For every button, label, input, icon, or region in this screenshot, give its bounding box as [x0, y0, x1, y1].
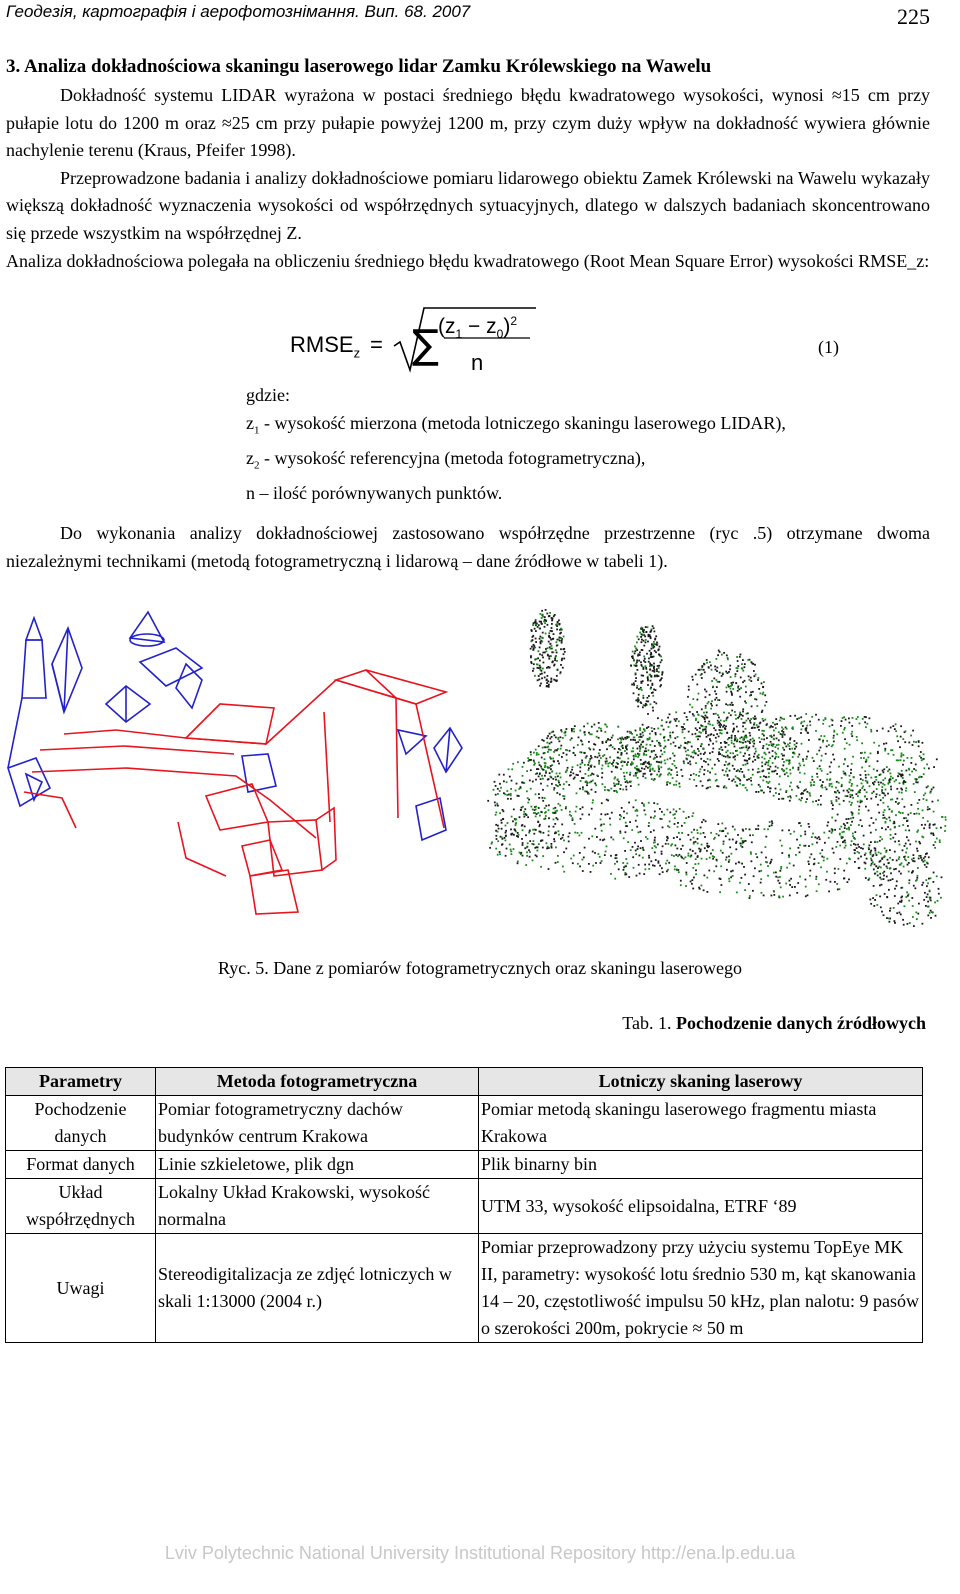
header-parameters: Parametry [6, 1068, 156, 1096]
paragraph-rmse: Analiza dokładnościowa polegała na obliczeniu średniego błędu kwadratowego (Root Mean Square Error) wysokości RMSE_z: [6, 250, 930, 271]
equation-number: (1) [818, 337, 839, 357]
wireframe-model [8, 612, 462, 914]
table-row [6, 1179, 923, 1234]
section-title: 3. Analiza dokładnościowa skaningu laserowego lidar Zamku Królewskiego na Wawelu [6, 56, 712, 77]
cell-photogrammetry: Stereodigitalizacja ze zdjęć lotniczych w skali 1:13000 (2004 r.) [156, 1234, 479, 1343]
definition-z2: $z_2$ - wysokość referencyjna (metoda fotogrametryczna), [246, 447, 646, 472]
cell-laser: Pomiar przeprowadzony przy użyciu systemu TopEye MK II, parametry: wysokość lotu średnio 530 m, kąt skanowania 14 – 20, częstotliwość impulsu 50 kHz, plan nalotu: 9 pasów o szerokości 200m, pokrycie ≈ 50 m [479, 1234, 923, 1343]
formula-denominator: n [471, 350, 484, 375]
paragraph-lidar-accuracy: Dokładność systemu LIDAR wyrażona w postaci średniego błędu kwadratowego wysokości, wynosi ≈15 cm przy pułapie lotu do 1200 m oraz ≈25 cm przy pułapie powyżej 1200 m, przy czym duży wpływ na dokładność wywiera głównie nachylenie terenu (Kraus, Pfeifer 1998). [6, 85, 930, 161]
table-row [6, 1096, 923, 1151]
table-header-row [6, 1068, 923, 1096]
table-row [6, 1151, 923, 1179]
symbol-definitions [246, 382, 786, 508]
formula-numerator: $(z_1 - z_0)^2$ [438, 314, 517, 342]
cell-parameter: Uwagi [6, 1234, 156, 1343]
cell-parameter: Układ współrzędnych [6, 1179, 156, 1234]
journal-title: Геодезія, картографія і аерофотознімання. Вип. 68. 2007 [6, 2, 471, 21]
cell-laser: Pomiar metodą skaningu laserowego fragmentu miasta Krakowa [479, 1096, 923, 1151]
paragraph-research: Przeprowadzone badania i analizy dokładnościowe pomiaru lidarowego obiektu Zamek Królewski na Wawelu wykazały większą dokładność wyznaczenia wysokości od współrzędnych sytuacyjnych, dlatego w dalszych badaniach skoncentrowano się przede wszystkim na współrzędnej Z. [6, 167, 930, 243]
cell-laser: UTM 33, wysokość elipsoidalna, ETRF ‘89 [479, 1179, 923, 1234]
data-sources-text [6, 520, 930, 575]
formula-equals: = [370, 332, 383, 357]
definition-z1: $z_1$ - wysokość mierzona (metoda lotniczego skaningu laserowego LIDAR), [246, 412, 786, 437]
paragraph-data-sources: Do wykonania analizy dokładnościowej zastosowano współrzędne przestrzenne (ryc .5) otrzymane dwoma niezależnymi technikami (metodą fotogrametryczną i lidarową – dane źródłowe w tabeli 1). [6, 523, 930, 571]
figure-photogrammetry-lidar [6, 608, 960, 948]
cell-photogrammetry: Linie szkieletowe, plik dgn [156, 1151, 479, 1179]
cell-photogrammetry: Lokalny Układ Krakowski, wysokość normalna [156, 1179, 479, 1234]
repository-footer: Lviv Polytechnic National University Institutional Repository http://ena.lp.edu.ua [164, 1543, 796, 1563]
rmse-formula [290, 312, 850, 382]
lidar-point-cloud [487, 609, 946, 927]
cell-parameter: Format danych [6, 1151, 156, 1179]
table-row [6, 1234, 923, 1343]
figure-caption: Ryc. 5. Dane z pomiarów fotogrametrycznych oraz skaningu laserowego [217, 958, 743, 978]
header-laser-scanning: Lotniczy skaning laserowy [479, 1068, 923, 1096]
intro-text [6, 82, 930, 275]
page-number: 225 [897, 4, 930, 29]
table-caption: Tab. 1. Pochodzenie danych źródłowych [622, 1013, 926, 1033]
svg-text:∑: ∑ [412, 322, 439, 368]
header-photogrammetry: Metoda fotogrametryczna [156, 1068, 479, 1096]
where-label: gdzie: [246, 385, 290, 405]
source-data-table [5, 1067, 923, 1343]
definition-n: n – ilość porównywanych punktów. [246, 482, 503, 503]
formula-lhs: $RMSE_z$ [290, 332, 361, 361]
cell-photogrammetry: Pomiar fotogrametryczny dachów budynków centrum Krakowa [156, 1096, 479, 1151]
cell-laser: Plik binarny bin [479, 1151, 923, 1179]
cell-parameter: Pochodzenie danych [6, 1096, 156, 1151]
running-header [6, 2, 930, 28]
